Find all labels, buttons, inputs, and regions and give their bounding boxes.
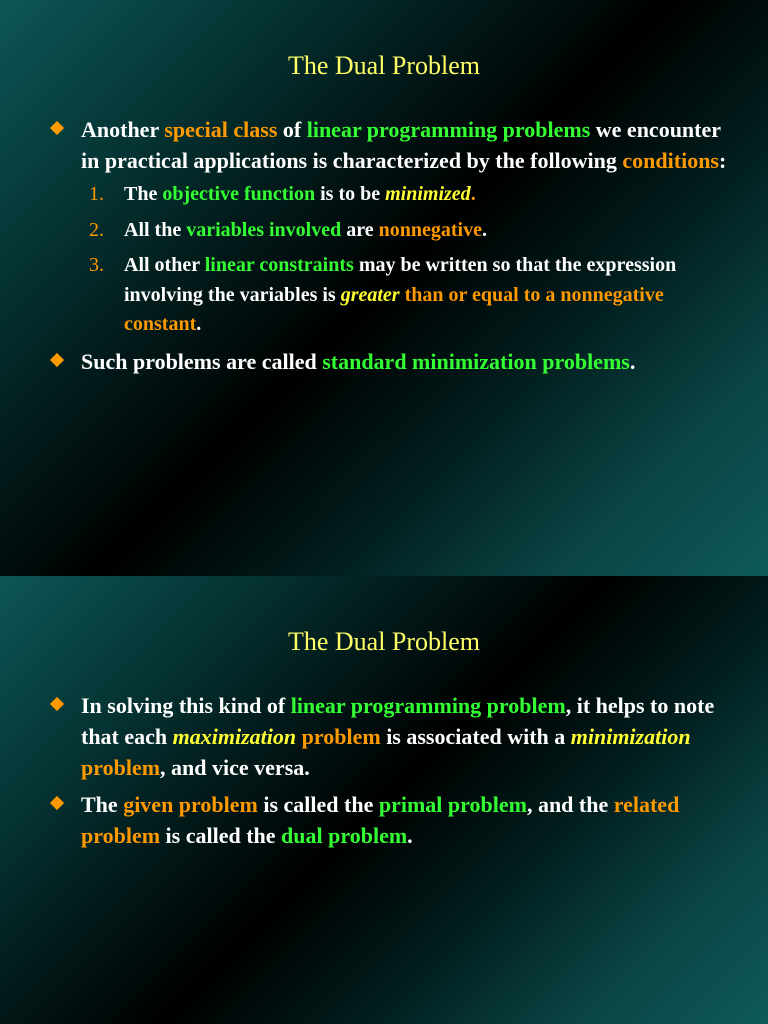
slide-title: The Dual Problem [287, 627, 481, 656]
condition-item: 2. All the variables involved are nonnegative. [81, 216, 728, 246]
bullet-list [48, 690, 728, 857]
diamond-bullet-icon [50, 796, 64, 810]
conditions-list [81, 180, 728, 340]
slide-2 [0, 576, 768, 1024]
condition-item: 3. All other linear constraints may be written so that the expression involving the variables is greater than or equal to a nonnegative constant. [81, 251, 728, 340]
diamond-bullet-icon [50, 121, 64, 135]
diamond-bullet-icon [50, 352, 64, 366]
bullet-item: Such problems are called standard minimization problems. [48, 346, 728, 377]
list-number: 2. [89, 218, 104, 241]
condition-item: 1. The objective function is to be minimized. [81, 180, 728, 210]
bullet-item: The given problem is called the primal problem, and the related problem is called the dual problem. [48, 789, 728, 851]
bullet-item: Another special class of linear programming problems we encounter in practical applications is characterized by the following conditions: 1. The objective function is to be minimized. 2. All the variables involved are nonnegative. 3. All other linear constraints may be written so that the expression involving the variables is greater than or equal to a nonnegative constant. [48, 114, 728, 340]
bullet-item: In solving this kind of linear programming problem, it helps to note that each maximization problem is associated with a minimization problem, and vice versa. [48, 690, 728, 783]
diamond-bullet-icon [50, 697, 64, 711]
list-number: 1. [89, 183, 104, 205]
bullet-list [48, 114, 728, 383]
slide-title: The Dual Problem [287, 51, 481, 80]
list-number: 3. [89, 254, 104, 276]
